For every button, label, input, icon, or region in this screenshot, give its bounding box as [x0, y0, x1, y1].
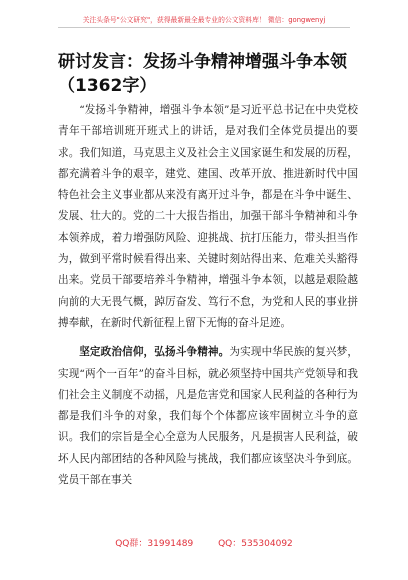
header-promo-text: 关注头条号"公文研究"，获得最新最全最专业的公文资料库！ 微信：gongwenyj	[82, 16, 326, 24]
header-divider	[58, 27, 350, 28]
paragraph-2	[58, 342, 358, 491]
paragraph-2-lead: 坚定政治信仰，弘扬斗争精神。	[79, 346, 230, 359]
paragraph-2-text: 为实现中华民族的复兴梦，实现“两个一百年”的奋斗目标，就必须坚持中国共产党领导和我们社会主义制度不动摇，凡是危害党和国家人民利益的各种行为都是我们斗争的对象，我们每个个体都应该牢固树立斗争的意识。我们的宗旨是全心全意为人民服务，凡是损害人民利益，破坏人民内部团结的各种风险与挑战，我们都应该坚决斗争到底。党员干部在事关	[58, 346, 358, 487]
document-body	[58, 100, 358, 499]
paragraph-1: “发扬斗争精神，增强斗争本领”是习近平总书记在中央党校青年干部培训班开班式上的讲话，是对我们全体党员提出的要求。我们知道，马克思主义及社会主义国家诞生和发展的历程，都充满着斗争的艰辛，建党、建国、改革开放、推进新时代中国特色社会主义事业都从来没有离开过斗争，都是在斗争中诞生、发展、壮大的。党的二十大报告指出，加强干部斗争精神和斗争本领养成，着力增强防风险、迎挑战、抗打压能力，带头担当作为，做到平常时候看得出来、关键时刻站得出来、危难关头豁得出来。党员干部要培养斗争精神，增强斗争本领，以越是艰险越向前的大无畏气概，踔厉奋发、笃行不怠，为党和人民的事业拼搏奉献，在新时代新征程上留下无悔的奋斗足迹。	[58, 104, 358, 329]
footer-contact	[0, 536, 408, 549]
footer-qq-group: QQ群：31991489	[115, 539, 194, 549]
footer-qq: QQ：535304092	[218, 539, 293, 549]
document-title: 研讨发言：发扬斗争精神增强斗争本领（1362字）	[58, 52, 347, 96]
